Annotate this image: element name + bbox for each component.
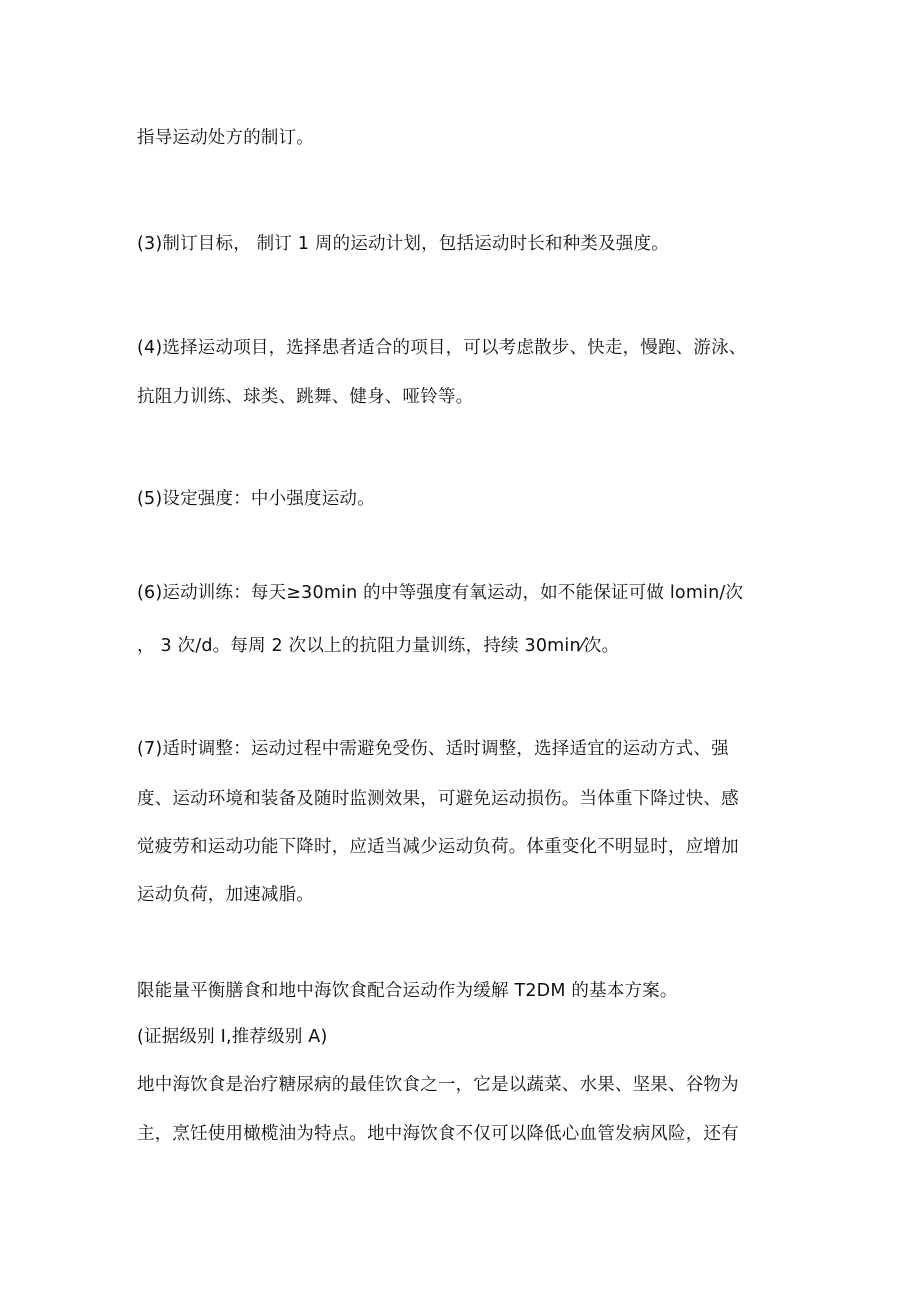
text-line: (6)运动训练：每天≥30min 的中等强度有氧运动，如不能保证可做 lomin/次 <box>137 583 744 603</box>
text-line: 指导运动处方的制订。 <box>137 128 314 148</box>
text-line: 度、运动环境和装备及随时监测效果，可避免运动损伤。当体重下降过快、感 <box>137 789 739 809</box>
text-line: 运动负荷，加速减脂。 <box>137 885 314 905</box>
text-line: (4)选择运动项目，选择患者适合的项目，可以考虑散步、快走，慢跑、游泳、 <box>137 338 747 358</box>
text-line: (5)设定强度：中小强度运动。 <box>137 489 375 509</box>
text-line: 觉疲劳和运动功能下降时，应适当减少运动负荷。体重变化不明显时，应增加 <box>137 837 739 857</box>
text-line: (3)制订目标， 制订 1 周的运动计划，包括运动时长和种类及强度。 <box>137 234 669 254</box>
text-line: 抗阻力训练、球类、跳舞、健身、哑铃等。 <box>137 387 474 407</box>
text-line: (证据级别 I,推荐级别 A) <box>137 1027 328 1047</box>
text-line: 地中海饮食是治疗糖尿病的最佳饮食之一，它是以蔬菜、水果、坚果、谷物为 <box>137 1075 739 1095</box>
text-line: 主，烹饪使用橄榄油为特点。地中海饮食不仅可以降低心血管发病风险，还有 <box>137 1124 739 1144</box>
text-line: (7)适时调整：运动过程中需避免受伤、适时调整，选择适宜的运动方式、强 <box>137 739 729 759</box>
text-line: 限能量平衡膳食和地中海饮食配合运动作为缓解 T2DM 的基本方案。 <box>137 981 678 1001</box>
text-line: ， 3 次/d。每周 2 次以上的抗阻力量训练，持续 30min⁄次。 <box>137 636 620 656</box>
